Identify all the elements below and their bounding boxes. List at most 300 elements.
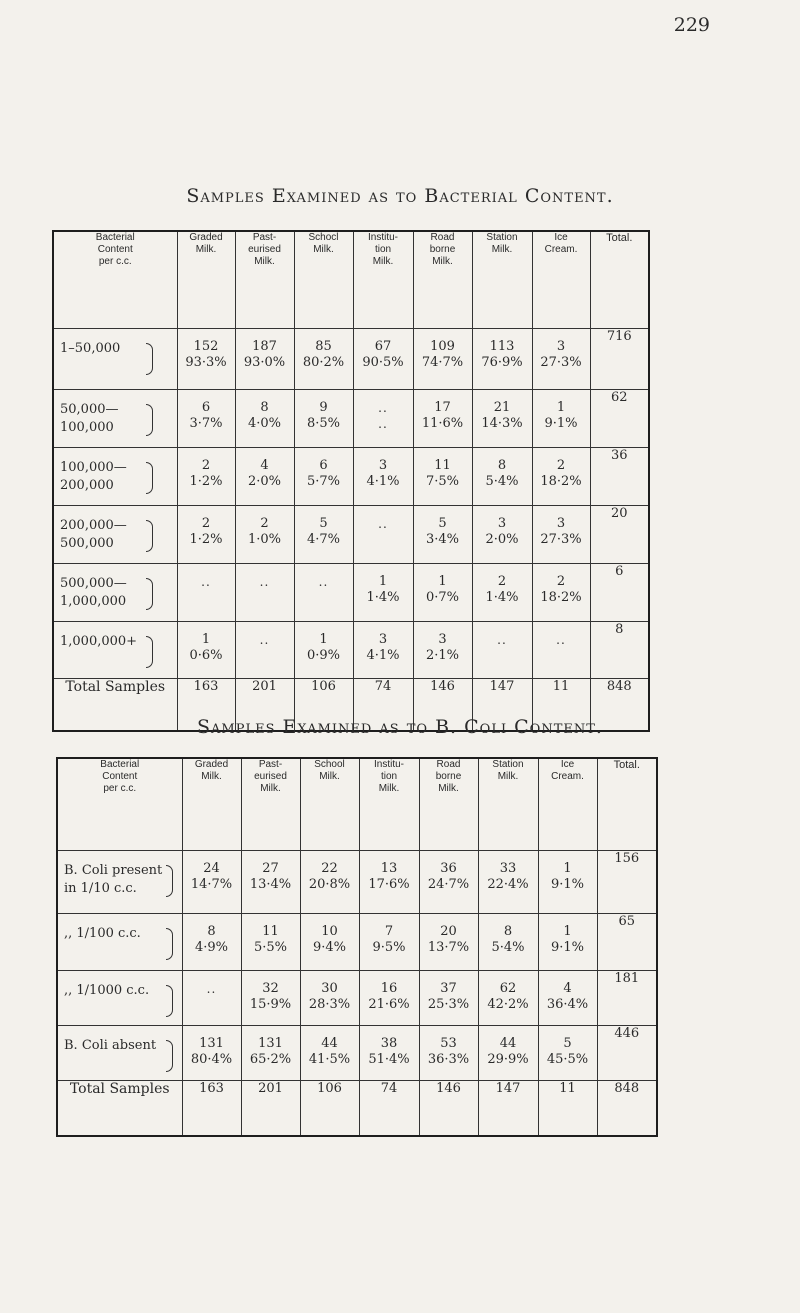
cell-percent: 4·0% bbox=[247, 415, 282, 431]
row-label bbox=[57, 850, 182, 913]
cell-count: 8 bbox=[260, 399, 269, 415]
column-header-line: Total. bbox=[606, 232, 633, 244]
cell-percent: 5·7% bbox=[306, 473, 341, 489]
cell-percent: 2·1% bbox=[425, 647, 460, 663]
row-label-line-1: 200,000— bbox=[60, 517, 127, 533]
row-label-line-2: in 1/10 c.c. bbox=[64, 880, 137, 896]
cell-percent: 1·2% bbox=[189, 531, 223, 547]
cell-count: 3 bbox=[556, 338, 566, 354]
data-cell bbox=[532, 389, 590, 447]
cell-count: 30 bbox=[321, 980, 338, 996]
row-total: 446 bbox=[597, 1025, 657, 1080]
page-number: 229 bbox=[673, 14, 710, 36]
cell-count: 2 bbox=[260, 515, 269, 531]
cell-count: 1 bbox=[556, 399, 566, 415]
data-cell bbox=[538, 850, 597, 913]
cell-count: 7 bbox=[384, 923, 394, 939]
cell-count: .. bbox=[259, 574, 270, 589]
cell-count: 2 bbox=[556, 573, 566, 589]
data-cell bbox=[532, 328, 590, 389]
column-header bbox=[235, 231, 294, 328]
cell-count: 2 bbox=[201, 457, 211, 473]
cell-percent: 11·6% bbox=[421, 415, 464, 431]
cell-percent: 2·0% bbox=[247, 473, 282, 489]
column-header-line: per c.c. bbox=[98, 256, 132, 267]
cell-count: 6 bbox=[319, 457, 328, 473]
cell-count: 1 bbox=[563, 923, 572, 939]
cell-percent: 22·4% bbox=[487, 876, 529, 892]
brace-icon bbox=[146, 462, 153, 494]
cell-count: 8 bbox=[503, 923, 513, 939]
cell-count: 37 bbox=[440, 980, 457, 996]
cell-count: 44 bbox=[321, 1035, 338, 1051]
column-header-line: Institu- bbox=[367, 232, 398, 243]
table-row bbox=[53, 328, 649, 389]
cell-percent: 4·9% bbox=[194, 939, 229, 955]
cell-percent: 4·1% bbox=[366, 647, 400, 663]
column-header-line: Milk. bbox=[372, 256, 394, 267]
cell-percent: 51·4% bbox=[368, 1051, 410, 1067]
data-cell bbox=[294, 563, 353, 621]
column-header-line: Schocl bbox=[308, 232, 339, 243]
cell-percent: 15·9% bbox=[249, 996, 292, 1012]
column-header-line: Bacterial bbox=[95, 232, 135, 243]
cell-percent: 14·3% bbox=[481, 415, 523, 431]
cell-percent bbox=[183, 997, 241, 1013]
total-value: 146 bbox=[413, 678, 472, 731]
column-header-line: eurised bbox=[248, 244, 281, 255]
cell-percent: 17·6% bbox=[368, 876, 410, 892]
cell-count: 13 bbox=[380, 860, 398, 876]
column-header-line: Milk. bbox=[378, 783, 400, 794]
cell-percent: 20·8% bbox=[308, 876, 351, 892]
data-cell bbox=[359, 1025, 419, 1080]
total-value: 106 bbox=[300, 1080, 359, 1136]
total-value: 106 bbox=[294, 678, 353, 731]
data-cell bbox=[241, 850, 300, 913]
cell-percent: 27·3% bbox=[540, 354, 582, 370]
cell-percent: 13·4% bbox=[249, 876, 292, 892]
cell-count: 2 bbox=[556, 457, 566, 473]
data-cell bbox=[235, 563, 294, 621]
cell-percent: 36·3% bbox=[427, 1051, 470, 1067]
cell-count: 38 bbox=[380, 1035, 398, 1051]
row-label bbox=[53, 505, 177, 563]
cell-percent bbox=[178, 590, 235, 606]
row-total: 716 bbox=[590, 328, 649, 389]
cell-percent: 2·0% bbox=[485, 531, 519, 547]
cell-count: 36 bbox=[440, 860, 457, 876]
cell-count: 3 bbox=[556, 515, 566, 531]
cell-percent bbox=[236, 648, 294, 664]
cell-percent: 4·1% bbox=[366, 473, 400, 489]
brace-icon bbox=[146, 578, 153, 610]
data-cell bbox=[419, 1025, 478, 1080]
totals-label: Total Samples bbox=[57, 1080, 182, 1136]
cell-percent: 7·5% bbox=[425, 473, 460, 489]
data-cell bbox=[177, 447, 235, 505]
data-cell bbox=[182, 1025, 241, 1080]
column-header-line: Past- bbox=[258, 759, 283, 770]
cell-percent: 18·2% bbox=[540, 473, 582, 489]
totals-label: Total Samples bbox=[53, 678, 177, 731]
column-header-line: Milk. bbox=[254, 256, 275, 267]
cell-percent: 29·9% bbox=[487, 1051, 529, 1067]
cell-count: 1 bbox=[438, 573, 447, 589]
column-header bbox=[419, 758, 478, 850]
data-cell bbox=[294, 328, 353, 389]
brace-icon bbox=[146, 343, 153, 375]
row-label-line-1: B. Coli present bbox=[64, 862, 163, 878]
data-cell bbox=[300, 913, 359, 970]
row-label bbox=[53, 447, 177, 505]
cell-percent: 27·3% bbox=[540, 531, 582, 547]
data-cell bbox=[538, 970, 597, 1025]
total-value: 11 bbox=[532, 678, 590, 731]
table-row bbox=[57, 1025, 657, 1080]
cell-percent: 80·2% bbox=[302, 354, 345, 370]
cell-count: 22 bbox=[321, 860, 338, 876]
table-row bbox=[57, 913, 657, 970]
data-cell bbox=[538, 913, 597, 970]
row-label-line-1: 100,000— bbox=[60, 459, 127, 475]
cell-percent: 0·7% bbox=[425, 589, 460, 605]
cell-percent: 0·6% bbox=[189, 647, 223, 663]
column-header-line: Station bbox=[486, 232, 518, 243]
brace-icon bbox=[166, 985, 173, 1017]
table-row bbox=[53, 505, 649, 563]
bcoli-table bbox=[56, 757, 658, 1137]
cell-count: 1 bbox=[201, 631, 211, 647]
data-cell bbox=[182, 913, 241, 970]
total-value: 74 bbox=[353, 678, 413, 731]
cell-percent: 4·7% bbox=[306, 531, 341, 547]
column-header-line: Ice bbox=[554, 232, 568, 243]
data-cell bbox=[177, 389, 235, 447]
column-header-line: Milk. bbox=[260, 783, 281, 794]
column-header-line: Content bbox=[102, 771, 138, 782]
cell-count: .. bbox=[318, 574, 329, 589]
cell-count: 3 bbox=[378, 457, 388, 473]
column-header-line: Graded bbox=[194, 759, 229, 770]
cell-count: 131 bbox=[199, 1035, 224, 1051]
data-cell bbox=[413, 563, 472, 621]
cell-percent: 1·0% bbox=[247, 531, 282, 547]
cell-percent bbox=[295, 590, 353, 606]
data-cell bbox=[300, 970, 359, 1025]
cell-percent: 65·2% bbox=[249, 1051, 292, 1067]
cell-percent bbox=[473, 648, 532, 664]
table-row bbox=[53, 389, 649, 447]
cell-percent: 9·5% bbox=[372, 939, 406, 955]
cell-count: 4 bbox=[563, 980, 572, 996]
cell-count: 3 bbox=[378, 631, 388, 647]
table-1-title: Samples Examined as to Bacterial Content. bbox=[186, 185, 614, 207]
row-total: 36 bbox=[590, 447, 649, 505]
column-header-line: borne bbox=[435, 771, 462, 782]
data-cell bbox=[419, 970, 478, 1025]
column-header-line: eurised bbox=[254, 771, 287, 782]
row-label-line-1: ,, 1/100 c.c. bbox=[64, 925, 141, 941]
data-cell bbox=[353, 389, 413, 447]
data-cell bbox=[182, 850, 241, 913]
row-label bbox=[53, 563, 177, 621]
data-cell bbox=[177, 328, 235, 389]
total-value: 201 bbox=[235, 678, 294, 731]
column-header-line: Past- bbox=[252, 232, 277, 243]
cell-percent: 93·3% bbox=[185, 354, 227, 370]
cell-percent: 9·1% bbox=[550, 876, 585, 892]
total-value: 11 bbox=[538, 1080, 597, 1136]
column-header-line: Milk. bbox=[491, 244, 513, 255]
cell-count: 187 bbox=[252, 338, 277, 354]
data-cell bbox=[359, 850, 419, 913]
table-row bbox=[57, 850, 657, 913]
cell-count: 5 bbox=[563, 1035, 572, 1051]
column-header bbox=[53, 231, 177, 328]
column-header bbox=[472, 231, 532, 328]
total-value: 201 bbox=[241, 1080, 300, 1136]
data-cell bbox=[413, 505, 472, 563]
cell-count: 11 bbox=[434, 457, 451, 473]
column-header-line: tion bbox=[374, 244, 392, 255]
brace-icon bbox=[146, 520, 153, 552]
cell-count: .. bbox=[378, 516, 388, 531]
total-value: 74 bbox=[359, 1080, 419, 1136]
cell-count: 6 bbox=[201, 399, 211, 415]
cell-count: 1 bbox=[378, 573, 388, 589]
column-header-line: tion bbox=[380, 771, 398, 782]
row-label-line-2: 100,000 bbox=[60, 419, 114, 435]
cell-count: 11 bbox=[262, 923, 279, 939]
cell-count: 152 bbox=[193, 338, 219, 354]
cell-count: 3 bbox=[497, 515, 507, 531]
data-cell bbox=[235, 447, 294, 505]
column-header-line: Institu- bbox=[373, 759, 404, 770]
row-label-line-1: 1–50,000 bbox=[60, 340, 121, 356]
column-header-line: Cream. bbox=[551, 771, 584, 782]
cell-count: 17 bbox=[434, 399, 451, 415]
cell-percent: 36·4% bbox=[546, 996, 589, 1012]
column-header bbox=[597, 758, 657, 850]
cell-count: 8 bbox=[497, 457, 507, 473]
cell-percent: 28·3% bbox=[308, 996, 351, 1012]
column-header-line: Road bbox=[430, 232, 455, 243]
row-total: 65 bbox=[597, 913, 657, 970]
table-row bbox=[53, 563, 649, 621]
cell-count: 2 bbox=[497, 573, 507, 589]
column-header-line: Milk. bbox=[201, 771, 222, 782]
data-cell bbox=[353, 563, 413, 621]
cell-percent: 42·2% bbox=[487, 996, 529, 1012]
row-label-line-1: 500,000— bbox=[60, 575, 127, 591]
cell-count: 85 bbox=[315, 338, 332, 354]
cell-percent: 9·1% bbox=[544, 415, 578, 431]
cell-percent: 80·4% bbox=[190, 1051, 233, 1067]
cell-percent bbox=[236, 590, 294, 606]
data-cell bbox=[300, 850, 359, 913]
data-cell bbox=[478, 913, 538, 970]
column-header-line: Cream. bbox=[544, 244, 578, 255]
data-cell bbox=[241, 913, 300, 970]
column-header bbox=[538, 758, 597, 850]
column-header-line: Ice bbox=[560, 759, 575, 770]
data-cell bbox=[419, 850, 478, 913]
column-header bbox=[57, 758, 182, 850]
data-cell bbox=[353, 328, 413, 389]
cell-percent: 13·7% bbox=[427, 939, 470, 955]
data-cell bbox=[478, 850, 538, 913]
column-header-line: Milk. bbox=[497, 771, 519, 782]
cell-count: 53 bbox=[440, 1035, 457, 1051]
data-cell bbox=[235, 389, 294, 447]
cell-count: 21 bbox=[493, 399, 511, 415]
table-2-title: Samples Examined as to B. Coli Content. bbox=[197, 716, 603, 738]
data-cell bbox=[235, 505, 294, 563]
column-header bbox=[294, 231, 353, 328]
column-header-line: Milk. bbox=[195, 244, 217, 255]
data-cell bbox=[353, 621, 413, 678]
cell-count: .. bbox=[259, 632, 270, 647]
cell-count: 2 bbox=[201, 515, 211, 531]
column-header bbox=[300, 758, 359, 850]
data-cell bbox=[359, 913, 419, 970]
row-label-line-1: 50,000— bbox=[60, 401, 119, 417]
column-header bbox=[177, 231, 235, 328]
cell-percent: 3·4% bbox=[425, 531, 460, 547]
row-total: 181 bbox=[597, 970, 657, 1025]
data-cell bbox=[182, 970, 241, 1025]
cell-count: 5 bbox=[319, 515, 328, 531]
data-cell bbox=[294, 447, 353, 505]
data-cell bbox=[478, 970, 538, 1025]
cell-percent bbox=[354, 532, 413, 548]
row-label bbox=[57, 970, 182, 1025]
data-cell bbox=[294, 389, 353, 447]
data-cell bbox=[413, 328, 472, 389]
data-cell bbox=[294, 621, 353, 678]
data-cell bbox=[472, 621, 532, 678]
cell-count: 32 bbox=[262, 980, 279, 996]
column-header-line: Bacterial bbox=[100, 759, 140, 770]
cell-count: 1 bbox=[563, 860, 572, 876]
cell-count: 24 bbox=[203, 860, 220, 876]
row-label bbox=[57, 913, 182, 970]
column-header-line: borne bbox=[429, 244, 456, 255]
cell-percent: 21·6% bbox=[368, 996, 410, 1012]
column-header-line: Milk. bbox=[319, 771, 340, 782]
data-cell bbox=[532, 621, 590, 678]
column-header bbox=[532, 231, 590, 328]
cell-percent: 1·4% bbox=[485, 589, 519, 605]
data-cell bbox=[300, 1025, 359, 1080]
cell-count: 5 bbox=[438, 515, 447, 531]
data-cell bbox=[177, 505, 235, 563]
bacterial-table bbox=[52, 230, 650, 732]
column-header bbox=[359, 758, 419, 850]
cell-count: 44 bbox=[499, 1035, 517, 1051]
data-cell bbox=[472, 563, 532, 621]
data-cell bbox=[472, 505, 532, 563]
data-cell bbox=[241, 970, 300, 1025]
data-cell bbox=[478, 1025, 538, 1080]
column-header-line: per c.c. bbox=[103, 783, 137, 794]
column-header bbox=[478, 758, 538, 850]
row-label-line-1: B. Coli absent bbox=[64, 1037, 157, 1053]
row-label bbox=[53, 621, 177, 678]
total-value: 163 bbox=[177, 678, 235, 731]
brace-icon bbox=[166, 865, 173, 897]
cell-count: 62 bbox=[499, 980, 517, 996]
cell-percent: 76·9% bbox=[481, 354, 523, 370]
row-total: 20 bbox=[590, 505, 649, 563]
data-cell bbox=[532, 563, 590, 621]
cell-percent: 18·2% bbox=[540, 589, 582, 605]
data-cell bbox=[235, 621, 294, 678]
cell-percent: 45·5% bbox=[546, 1051, 589, 1067]
data-cell bbox=[538, 1025, 597, 1080]
brace-icon bbox=[166, 1040, 173, 1072]
data-cell bbox=[235, 328, 294, 389]
cell-percent: 0·9% bbox=[306, 647, 341, 663]
brace-icon bbox=[146, 636, 153, 668]
data-cell bbox=[177, 621, 235, 678]
cell-percent: 93·0% bbox=[243, 354, 286, 370]
cell-count: 113 bbox=[489, 338, 515, 354]
cell-count: 8 bbox=[207, 923, 216, 939]
cell-percent: 1·4% bbox=[366, 589, 400, 605]
data-cell bbox=[413, 447, 472, 505]
cell-percent bbox=[533, 648, 590, 664]
brace-icon bbox=[146, 404, 153, 436]
cell-percent: 90·5% bbox=[362, 354, 404, 370]
cell-percent: 5·4% bbox=[491, 939, 525, 955]
cell-percent: 41·5% bbox=[308, 1051, 351, 1067]
column-header-line: School bbox=[314, 759, 345, 770]
column-header bbox=[241, 758, 300, 850]
data-cell bbox=[413, 389, 472, 447]
column-header-line: Milk. bbox=[438, 783, 459, 794]
cell-percent: 1·2% bbox=[189, 473, 223, 489]
brace-icon bbox=[166, 928, 173, 960]
data-cell bbox=[413, 621, 472, 678]
cell-percent: 5·5% bbox=[253, 939, 288, 955]
cell-percent: 25·3% bbox=[427, 996, 470, 1012]
total-value: 163 bbox=[182, 1080, 241, 1136]
row-label bbox=[53, 389, 177, 447]
cell-count: 9 bbox=[319, 399, 328, 415]
row-label-line-2: 200,000 bbox=[60, 477, 114, 493]
cell-count: 109 bbox=[430, 338, 455, 354]
total-value: 147 bbox=[478, 1080, 538, 1136]
table-row bbox=[53, 621, 649, 678]
row-label bbox=[57, 1025, 182, 1080]
row-label-line-1: 1,000,000+ bbox=[60, 633, 138, 649]
row-total: 62 bbox=[590, 389, 649, 447]
cell-count: .. bbox=[497, 632, 507, 647]
column-header bbox=[353, 231, 413, 328]
data-cell bbox=[353, 505, 413, 563]
row-total: 156 bbox=[597, 850, 657, 913]
data-cell bbox=[532, 505, 590, 563]
cell-count: 16 bbox=[380, 980, 398, 996]
cell-count: 131 bbox=[258, 1035, 283, 1051]
totals-row bbox=[57, 1080, 657, 1136]
column-header-line: Graded bbox=[189, 232, 223, 243]
cell-percent: 14·7% bbox=[190, 876, 233, 892]
column-header bbox=[413, 231, 472, 328]
data-cell bbox=[472, 447, 532, 505]
